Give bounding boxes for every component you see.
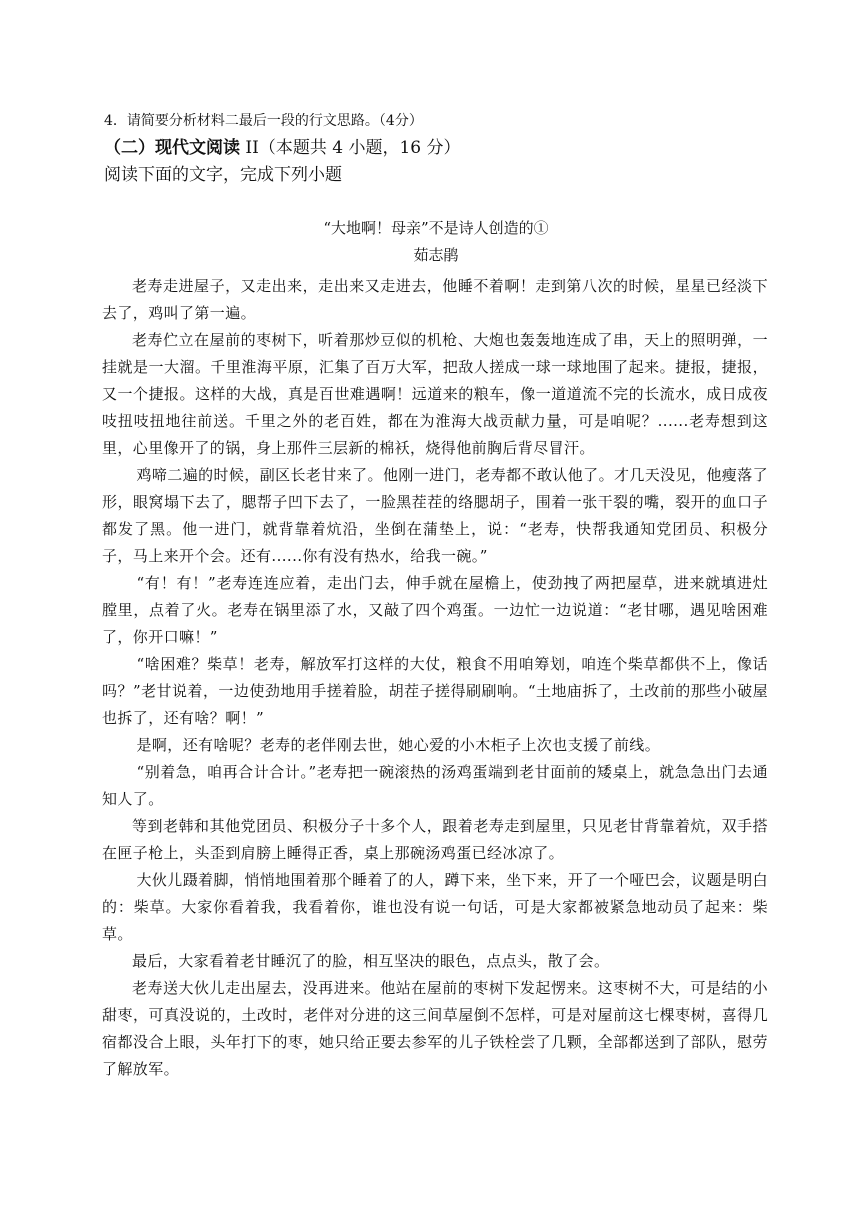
article-paragraph: 大伙儿蹑着脚，悄悄地围着那个睡着了的人，蹲下来，坐下来，开了一个哑巴会，议题是明白的：柴草。大家你看着我，我看着你，谁也没有说一句话，可是大家都被紧急地动员了起来：柴草。	[102, 871, 768, 943]
section-heading-roman: II	[240, 138, 259, 158]
section-heading	[104, 137, 461, 159]
reading-instruction: 阅读下面的文字，完成下列小题	[104, 165, 342, 185]
article-paragraph: “有！有！”老寿连连应着，走出门去，伸手就在屋檐上，使劲拽了两把屋草，进来就填进灶膛里，点着了火。老寿在锅里添了水，又敲了四个鸡蛋。一边忙一边说道：“老甘哪，遇见啥困难了，你开口嘛！”	[102, 574, 768, 646]
article-paragraph: 老寿走进屋子，又走出来，走出来又走进去，他睡不着啊！走到第八次的时候，星星已经淡下去了，鸡叫了第一遍。	[102, 277, 768, 322]
article-body	[102, 273, 768, 1083]
article-paragraph: 老寿伫立在屋前的枣树下，听着那炒豆似的机枪、大炮也轰轰地连成了串，天上的照明弹，一挂就是一大溜。千里淮海平原，汇集了百万大军，把敌人搓成一球一球地围了起来。捷报，捷报，又一个捷报。这样的大战，真是百世难遇啊！远道来的粮车，像一道道流不完的长流水，成日成夜吱扭吱扭地往前送。千里之外的老百姓，都在为淮海大战贡献力量，可是咱呢？......老寿想到这里，心里像开了的锅，身上那件三层新的棉袄，烧得他前胸后背尽冒汗。	[102, 331, 768, 457]
article-title: “大地啊！母亲”不是诗人创造的①	[323, 219, 549, 237]
article-paragraph: 鸡啼二遍的时候，副区长老甘来了。他刚一进门，老寿都不敢认他了。才几天没见，他瘦落了形，眼窝塌下去了，腮帮子凹下去了，一脸黑茬茬的络腮胡子，围着一张干裂的嘴，裂开的血口子都发了黑。他一进门，就背靠着炕沿，坐倒在蒲垫上，说：“老寿，快帮我通知党团员、积极分子，马上来开个会。还有......你有没有热水，给我一碗。”	[102, 466, 768, 565]
article-paragraph: 最后，大家看着老甘睡沉了的脸，相互坚决的眼色，点点头，散了会。	[132, 952, 610, 970]
article-paragraph: 等到老韩和其他党团员、积极分子十多个人，跟着老寿走到屋里，只见老甘背靠着炕，双手搭在匣子枪上，头歪到肩膀上睡得正香，桌上那碗汤鸡蛋已经冰凉了。	[102, 817, 768, 862]
section-heading-detail: （本题共 4 小题，16 分）	[258, 138, 461, 158]
article-paragraph: “别着急，咱再合计合计。”老寿把一碗滚热的汤鸡蛋端到老甘面前的矮桌上，就急急出门去通知人了。	[102, 763, 768, 808]
question-4: 4．请简要分析材料二最后一段的行文思路。（4分）	[104, 113, 423, 129]
article-paragraph: 是啊，还有啥呢？老寿的老伴刚去世，她心爱的小木柜子上次也支援了前线。	[136, 736, 661, 754]
article-paragraph: “啥困难？柴草！老寿，解放军打这样的大仗，粮食不用咱筹划，咱连个柴草都供不上，像话吗？”老甘说着，一边使劲地用手搓着脸，胡茬子搓得刷刷响。“土地庙拆了，土改前的那些小破屋也拆了，还有啥？啊！”	[102, 655, 768, 727]
article-author: 茹志鹃	[413, 246, 459, 264]
section-heading-label: （二）现代文阅读	[104, 138, 240, 158]
article-paragraph: 老寿送大伙儿走出屋去，没再进来。他站在屋前的枣树下发起愣来。这枣树不大，可是结的小甜枣，可真没说的，土改时，老伴对分进的这三间草屋倒不怎样，可是对屋前这七棵枣树，喜得几宿都没合上眼，头年打下的枣，她只给正要去参军的儿子铁栓尝了几颗，全部都送到了部队，慰劳了解放军。	[102, 979, 768, 1078]
